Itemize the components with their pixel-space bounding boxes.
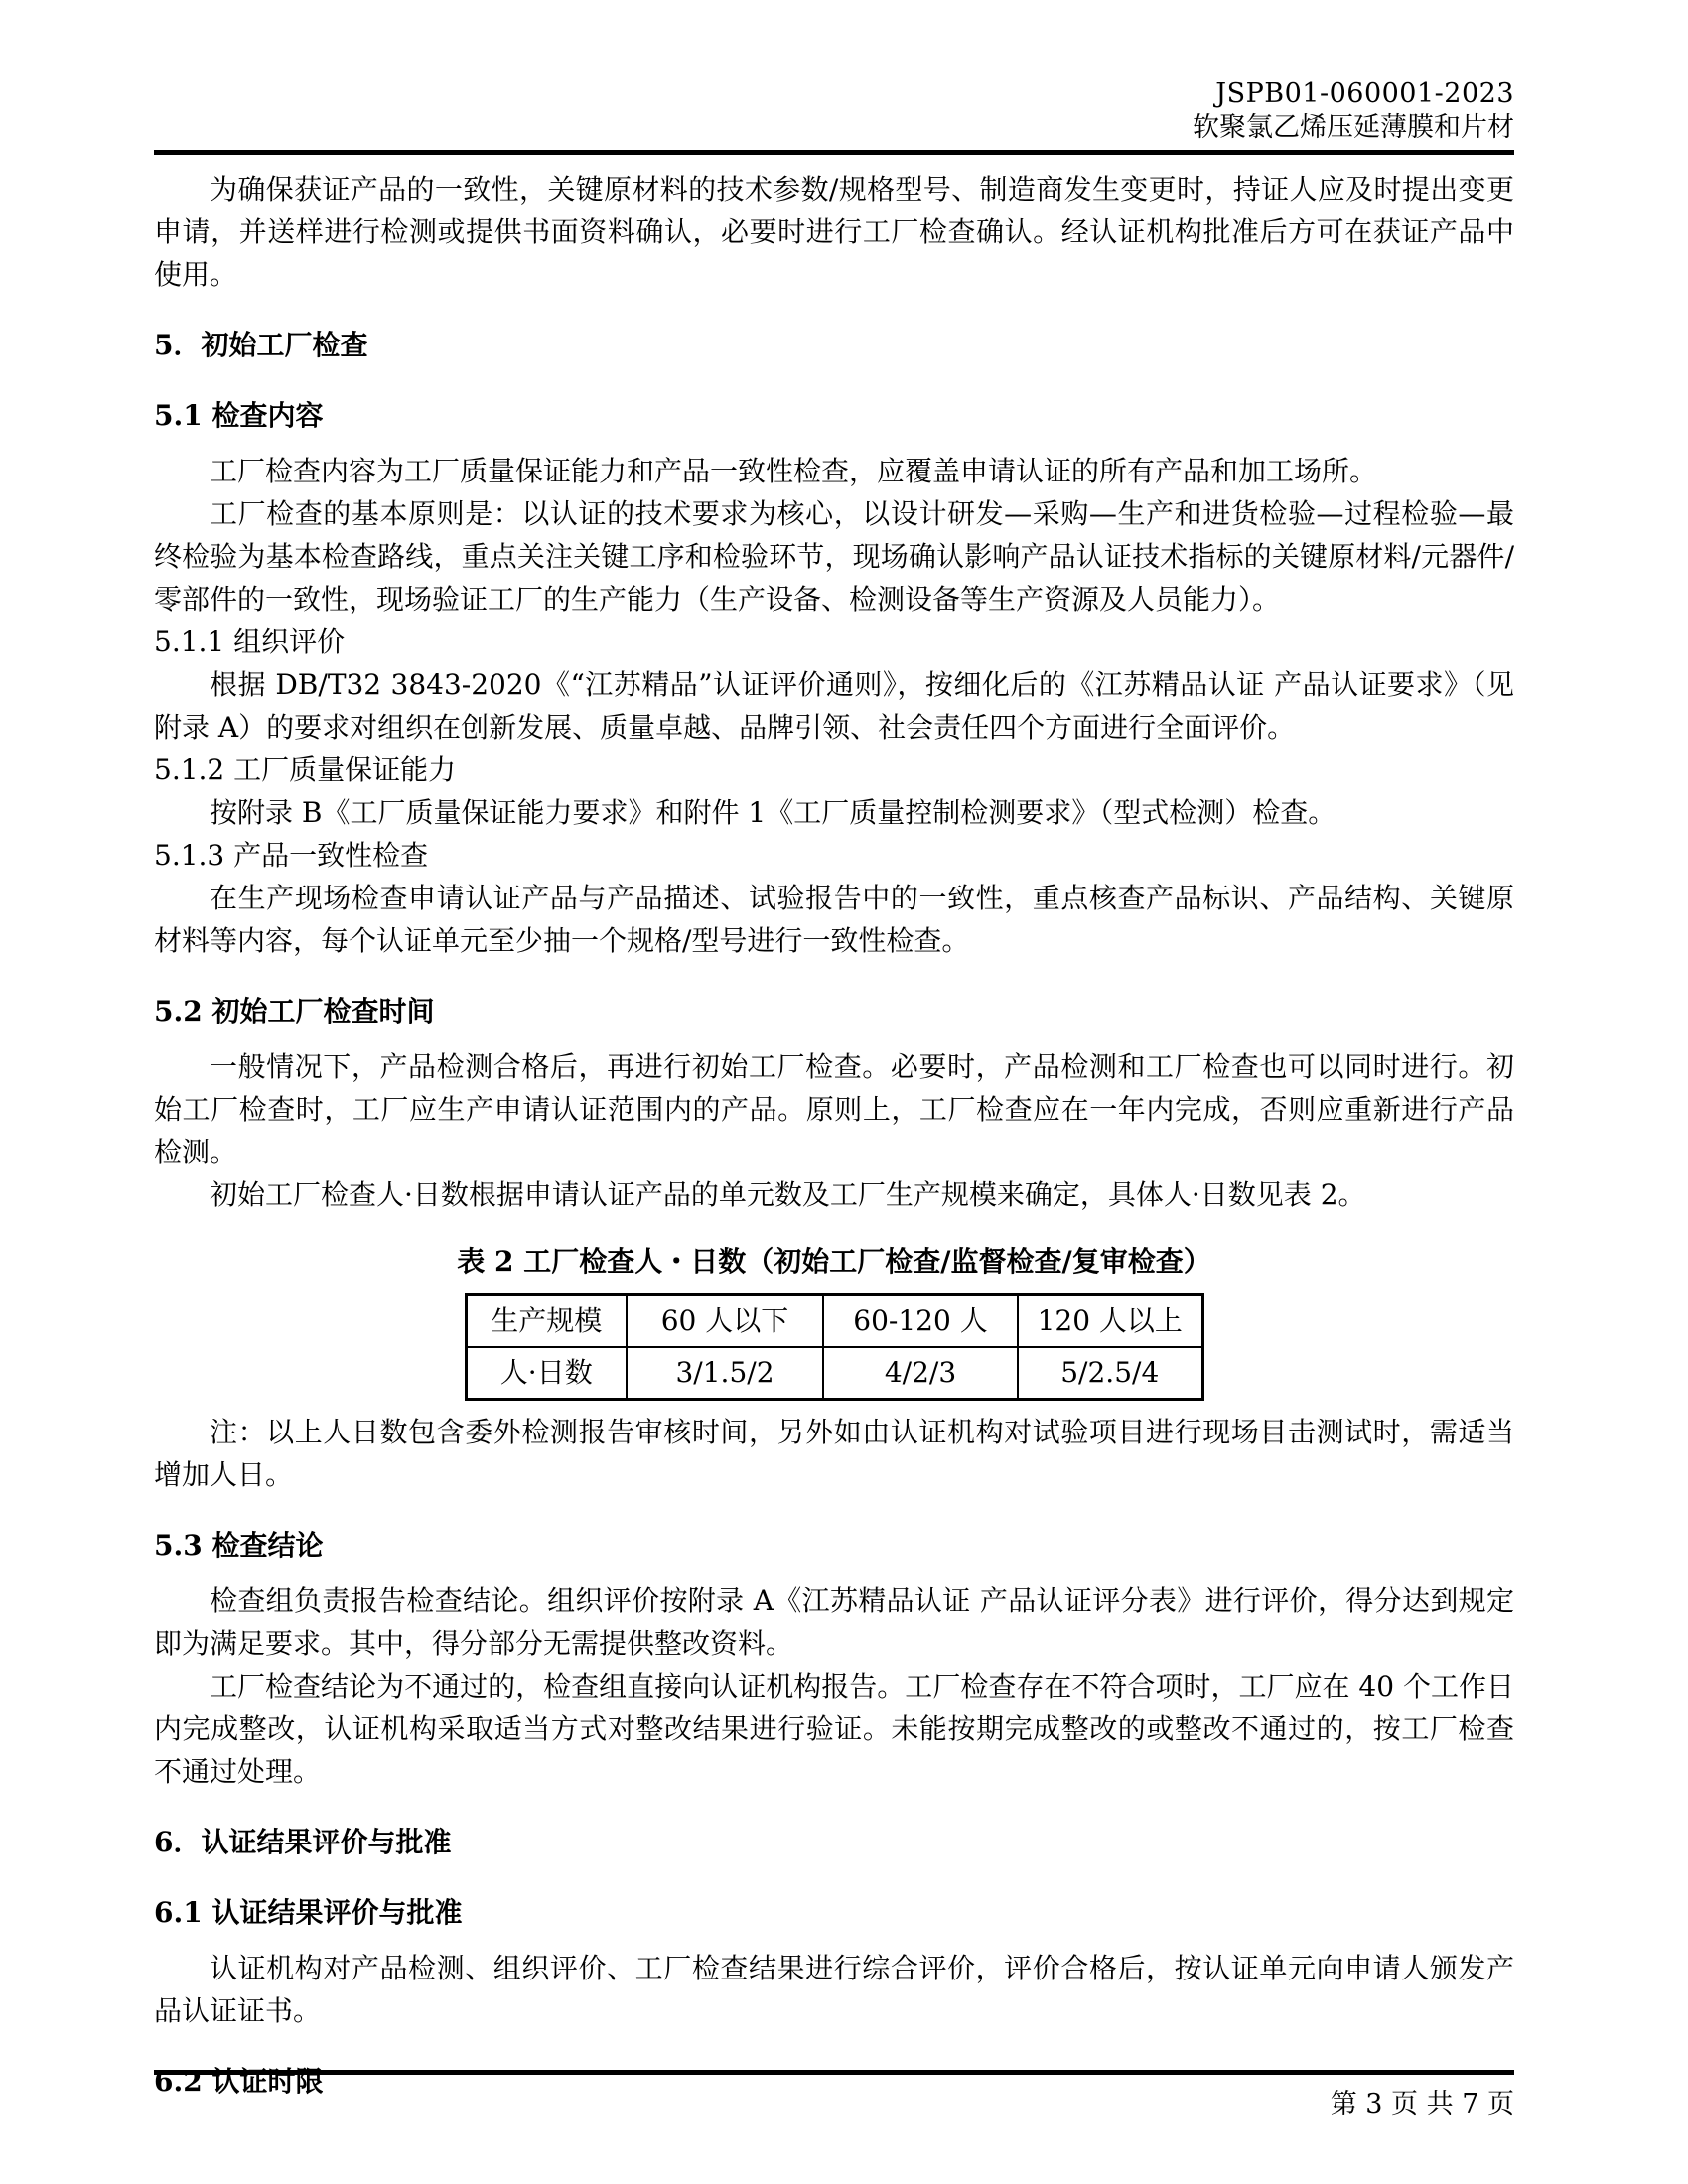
table-cell: 5/2.5/4: [1018, 1347, 1202, 1400]
page-number: 第 3 页 共 7 页: [1330, 2089, 1514, 2119]
section-5-3-paragraph-1: 检查组负责报告检查结论。组织评价按附录 A《江苏精品认证 产品认证评分表》进行评价，得分达到规定即为满足要求。其中，得分部分无需提供整改资料。: [154, 1584, 1514, 1660]
header-rule: [154, 150, 1514, 155]
section-5-1-3-heading: 5.1.3 产品一致性检查: [154, 839, 429, 872]
intro-paragraph: 为确保获证产品的一致性，关键原材料的技术参数/规格型号、制造商发生变更时，持证人应及时提出变更申请，并送样进行检测或提供书面资料确认，必要时进行工厂检查确认。经认证机构批准后方可在获证产品中使用。: [154, 173, 1514, 291]
section-5-1-1-heading: 5.1.1 组织评价: [154, 625, 346, 658]
table-cell: 生产规模: [466, 1295, 627, 1347]
document-body: [154, 168, 1514, 2103]
section-6-heading: 6．认证结果评价与批准: [154, 1826, 452, 1858]
table-2-caption: 表 2 工厂检查人・日数（初始工厂检查/监督检查/复审检查）: [457, 1245, 1211, 1278]
section-5-3-paragraph-2: 工厂检查结论为不通过的，检查组直接向认证机构报告。工厂检查存在不符合项时，工厂应在 40 个工作日内完成整改，认证机构采取适当方式对整改结果进行验证。未能按期完成整改的或整改不通过的，按工厂检查不通过处理。: [154, 1670, 1514, 1788]
section-5-1-heading: 5.1 检查内容: [154, 399, 324, 432]
section-5-3-heading: 5.3 检查结论: [154, 1529, 324, 1562]
section-5-2-paragraph-2: 初始工厂检查人·日数根据申请认证产品的单元数及工厂生产规模来确定，具体人·日数见表 2。: [210, 1178, 1366, 1211]
page-footer: [154, 2070, 1514, 2120]
table-cell: 人·日数: [466, 1347, 627, 1400]
table-cell: 3/1.5/2: [627, 1347, 823, 1400]
section-6-1-heading: 6.1 认证结果评价与批准: [154, 1896, 463, 1929]
table-cell: 60-120 人: [823, 1295, 1018, 1347]
section-6-1-paragraph: 认证机构对产品检测、组织评价、工厂检查结果进行综合评价，评价合格后，按认证单元向申请人颁发产品认证证书。: [154, 1952, 1514, 2027]
section-5-2-heading: 5.2 初始工厂检查时间: [154, 995, 435, 1027]
table-cell: 60 人以下: [627, 1295, 823, 1347]
table-cell: 4/2/3: [823, 1347, 1018, 1400]
doc-number: JSPB01-060001-2023: [1215, 78, 1514, 109]
section-5-2-paragraph-1: 一般情况下，产品检测合格后，再进行初始工厂检查。必要时，产品检测和工厂检查也可以同时进行。初始工厂检查时，工厂应生产申请认证范围内的产品。原则上，工厂检查应在一年内完成，否则应重新进行产品检测。: [154, 1050, 1514, 1168]
page-header: [154, 77, 1514, 145]
section-5-1-3-paragraph: 在生产现场检查申请认证产品与产品描述、试验报告中的一致性，重点核查产品标识、产品结构、关键原材料等内容，每个认证单元至少抽一个规格/型号进行一致性检查。: [154, 882, 1514, 957]
inspection-man-days-table: [465, 1293, 1204, 1401]
doc-title: 软聚氯乙烯压延薄膜和片材: [1193, 112, 1514, 143]
section-6-2-heading: 6.2 认证时限: [154, 2065, 324, 2098]
section-5-1-paragraph-2: 工厂检查的基本原则是：以认证的技术要求为核心，以设计研发—采购—生产和进货检验—过程检验—最终检验为基本检查路线，重点关注关键工序和检验环节，现场确认影响产品认证技术指标的关键原材料/元器件/零部件的一致性，现场验证工厂的生产能力（生产设备、检测设备等生产资源及人员能力）。: [154, 497, 1514, 615]
section-5-1-2-heading: 5.1.2 工厂质量保证能力: [154, 753, 457, 786]
table-row-values: [466, 1347, 1202, 1400]
section-5-heading: 5．初始工厂检查: [154, 329, 368, 361]
section-5-1-1-paragraph: 根据 DB/T32 3843-2020《“江苏精品”认证评价通则》，按细化后的《江苏精品认证 产品认证要求》（见附录 A）的要求对组织在创新发展、质量卓越、品牌引领、社会责任四个方面进行全面评价。: [154, 668, 1514, 744]
section-5-1-paragraph-1: 工厂检查内容为工厂质量保证能力和产品一致性检查，应覆盖申请认证的所有产品和加工场所。: [210, 455, 1378, 487]
table-cell: 120 人以上: [1018, 1295, 1202, 1347]
table-row-header: [466, 1295, 1202, 1347]
section-5-1-2-paragraph: 按附录 B《工厂质量保证能力要求》和附件 1《工厂质量控制检测要求》（型式检测）检查。: [210, 796, 1336, 829]
table-2-note: 注：以上人日数包含委外检测报告审核时间，另外如由认证机构对试验项目进行现场目击测试时，需适当增加人日。: [154, 1416, 1514, 1491]
